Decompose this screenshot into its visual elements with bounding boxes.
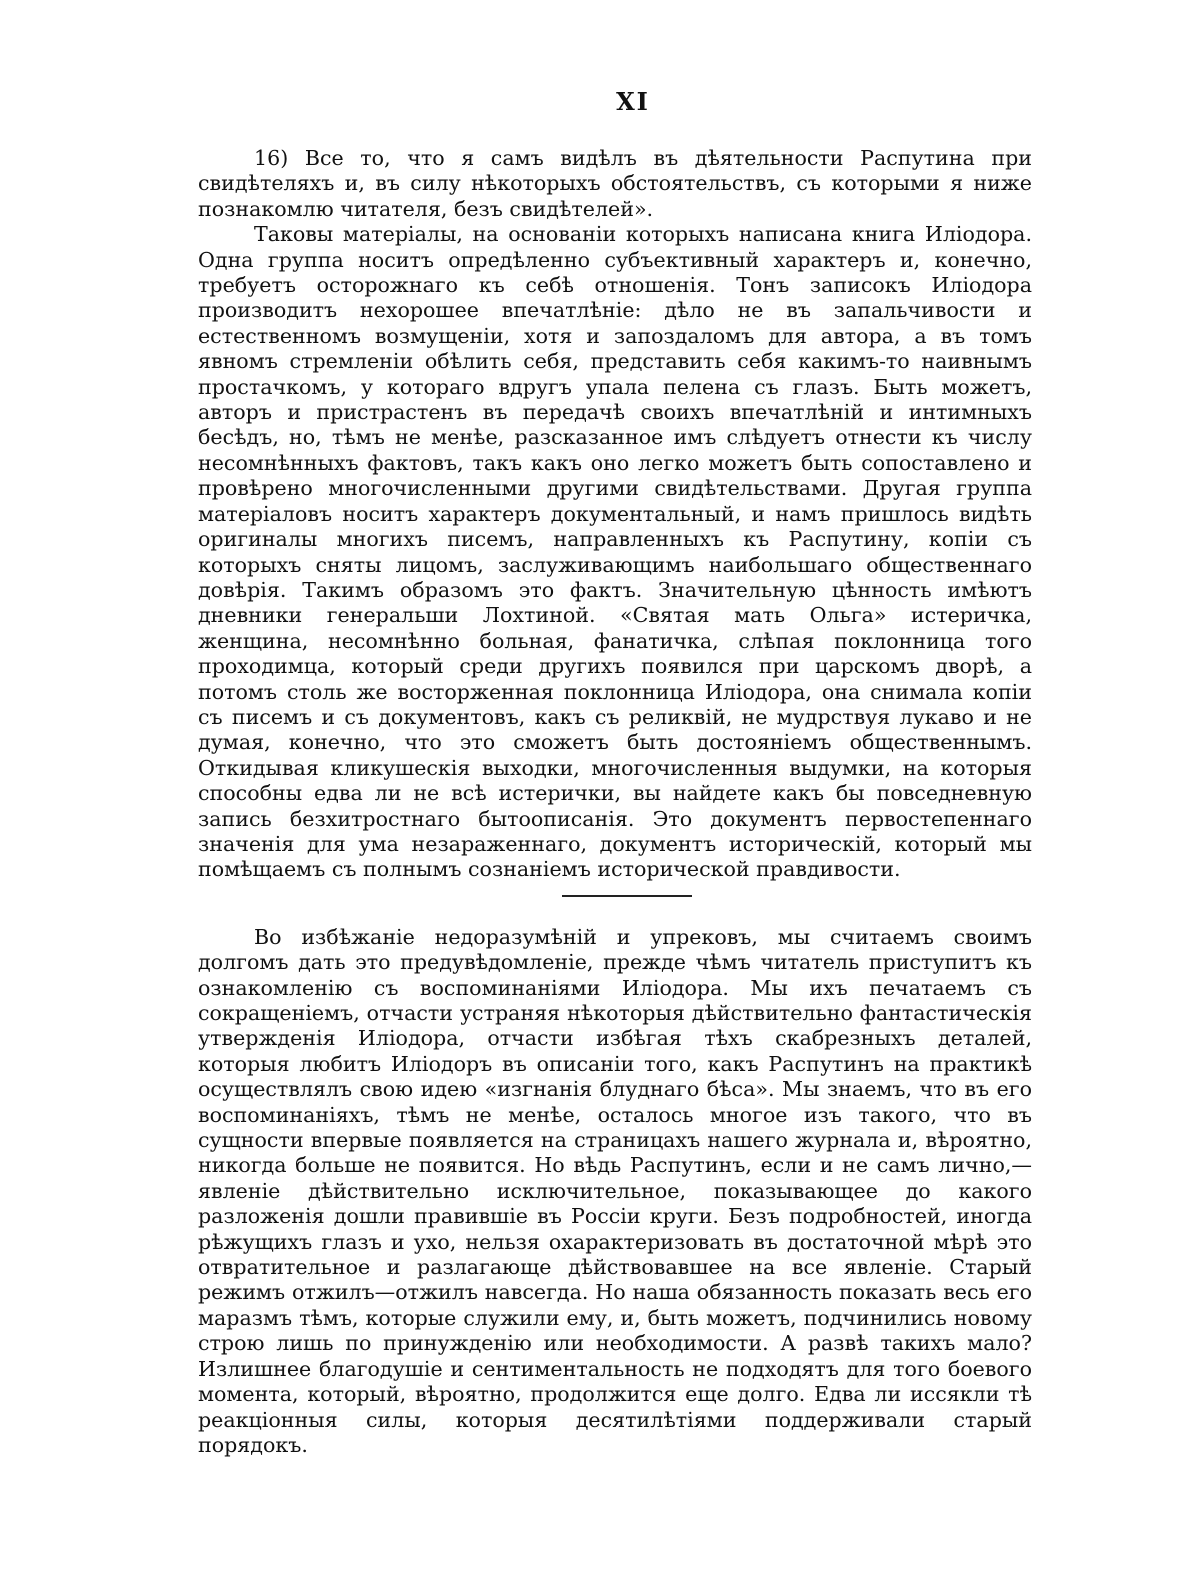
paragraph-materials: Таковы матеріалы, на основаніи которыхъ написана книга Иліодора. Одна группа носитъ опредѣленно субъективный характеръ и, конечно, требуетъ осторожнаго къ себѣ отношенія. Тонъ записокъ Иліодора производитъ нехорошее впечатлѣніе: дѣло не въ запальчивости и естественномъ возмущеніи, хотя и запоздаломъ для автора, а въ томъ явномъ стремленіи обѣлить себя, представить себя какимъ-то наивнымъ простачкомъ, у котораго вдругъ упала пелена съ глазъ. Быть можетъ, авторъ и пристрастенъ въ передачѣ своихъ впечатлѣній и интимныхъ бесѣдъ, но, тѣмъ не менѣе, разсказанное имъ слѣдуетъ отнести къ числу несомнѣнныхъ фактовъ, такъ какъ оно легко можетъ быть сопоставлено и провѣрено многочисленными другими свидѣтельствами. Другая группа матеріаловъ носитъ характеръ документальный, и намъ пришлось видѣть оригиналы многихъ писемъ, направленныхъ къ Распутину, копіи съ которыхъ сняты лицомъ, заслуживающимъ наибольшаго общественнаго довѣрія. Такимъ образомъ это фактъ. Значительную цѣнность имѣютъ дневники генеральши Лохтиной. «Святая мать Ольга» истеричка, женщина, несомнѣнно больная, фанатичка, слѣпая поклонница того проходимца, который среди другихъ появился при царскомъ дворѣ, а потомъ столь же восторженная поклонница Иліодора, она снимала копіи съ писемъ и съ документовъ, какъ съ реликвій, не мудрствуя лукаво и не думая, конечно, что это сможетъ быть достояніемъ общественнымъ. Откидывая кликушескія выходки, многочисленныя выдумки, на которыя способны едва ли не всѣ истерички, вы найдете какъ бы повседневную запись безхитростнаго бытоописанія. Это документъ первостепеннаго значенія для ума незараженнаго, документъ историческій, который мы помѣщаемъ съ полнымъ сознаніемъ исторической правдивости. [198, 222, 1032, 882]
section-divider [562, 895, 692, 897]
document-page [198, 82, 1032, 1458]
page-number: XI [616, 87, 650, 116]
paragraph-foreword: Во избѣжаніе недоразумѣній и упрековъ, мы считаемъ своимъ долгомъ дать это предувѣдомленіе, прежде чѣмъ читатель приступитъ къ ознакомленію съ воспоминаніями Иліодора. Мы ихъ печатаемъ съ сокращеніемъ, отчасти устраняя нѣкоторыя дѣйствительно фантастическія утвержденія Иліодора, отчасти избѣгая тѣхъ скабрезныхъ деталей, которыя любитъ Иліодоръ въ описаніи того, какъ Распутинъ на практикѣ осуществлялъ свою идею «изгнанія блуднаго бѣса». Мы знаемъ, что въ его воспоминаніяхъ, тѣмъ не менѣе, осталось многое изъ такого, что въ сущности впервые появляется на страницахъ нашего журнала и, вѣроятно, никогда больше не появится. Но вѣдь Распутинъ, если и не самъ лично,—явленіе дѣйствительно исключительное, показывающее до какого разложенія дошли правившіе въ Россіи круги. Безъ подробностей, иногда рѣжущихъ глазъ и ухо, нельзя охарактеризовать въ достаточной мѣрѣ это отвратительное и разлагающе дѣйствовавшее на все явленіе. Старый режимъ отжилъ—отжилъ навсегда. Но наша обязанность показать весь его маразмъ тѣмъ, которые служили ему, и, быть можетъ, подчинились новому строю лишь по принужденію или необходимости. А развѣ такихъ мало? Излишнее благодушіе и сентиментальность не подходятъ для того боевого момента, который, вѣроятно, продолжится еще долго. Едва ли иссякли тѣ реакціонныя силы, которыя десятилѣтіями поддерживали старый порядокъ. [198, 924, 1032, 1457]
paragraph-item-16: 16) Все то, что я самъ видѣлъ въ дѣятельности Распутина при свидѣтеляхъ и, въ силу нѣкоторыхъ обстоятельствъ, съ которыми я ниже познакомлю читателя, безъ свидѣтелей». [198, 146, 1032, 221]
